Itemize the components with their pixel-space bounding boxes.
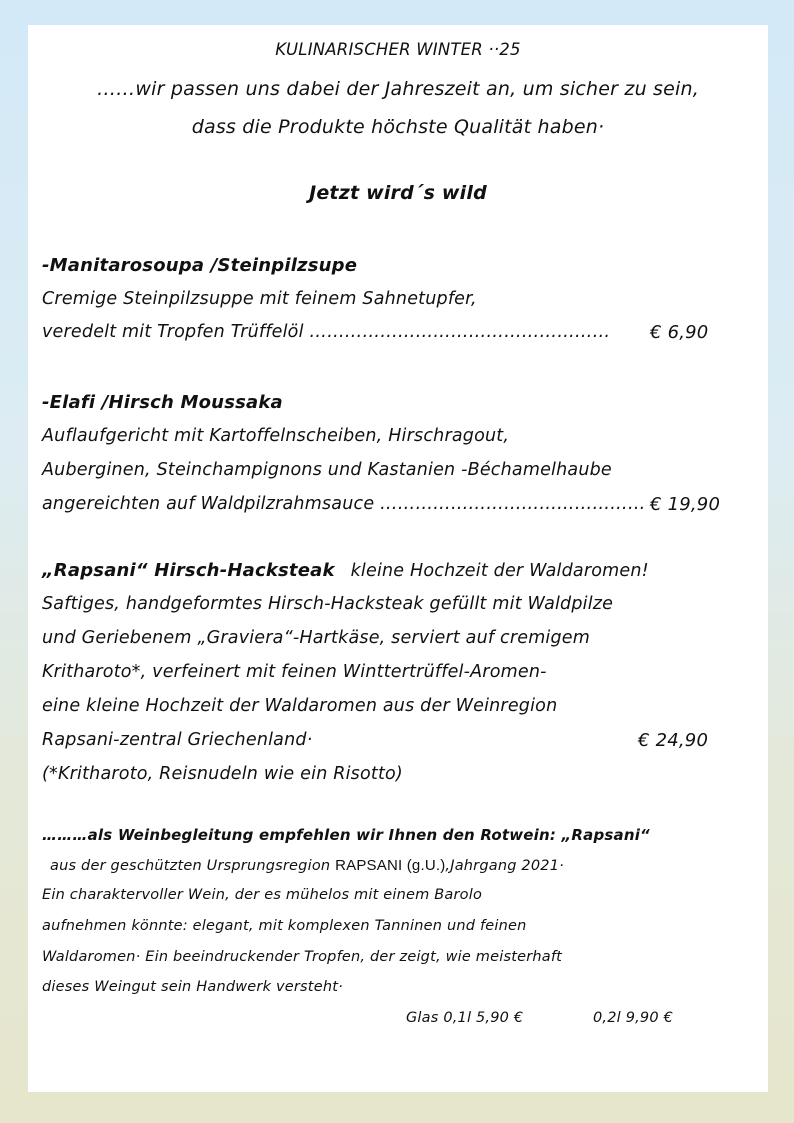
dish-price: € 19,90 (650, 494, 721, 515)
dish-description-line: Rapsani-zentral Griechenland· (42, 730, 313, 750)
dish-description-line: veredelt mit Tropfen Trüffelöl …………………………………………… (42, 322, 611, 342)
wine-origin-pre: aus der geschützten Ursprungsregion (50, 858, 331, 874)
dish-tagline: kleine Hochzeit der Waldaromen! (350, 561, 649, 581)
dish-description-line: Auflaufgericht mit Kartoffelnscheiben, Hirschragout, (42, 426, 510, 446)
wine-origin-region: RAPSANI (g.U.) (335, 857, 446, 874)
dish-footnote: (*Kritharoto, Reisnudeln wie ein Risotto) (42, 764, 403, 784)
wine-origin-post: ,Jahrgang 2021· (445, 858, 564, 874)
dish-description-line: eine kleine Hochzeit der Waldaromen aus der Weinregion (42, 696, 558, 716)
dish-price: € 6,90 (650, 322, 709, 343)
wine-price-small: Glas 0,1l 5,90 € (406, 1010, 524, 1026)
dish-description-line: Auberginen, Steinchampignons und Kastanien -Béchamelhaube (42, 460, 612, 480)
dish-name: -Elafi /Hirsch Moussaka (42, 392, 283, 413)
dish-name: -Manitarosoupa /Steinpilzsupe (42, 255, 358, 276)
wine-origin (50, 857, 564, 874)
dish-description-line: Saftiges, handgeformtes Hirsch-Hacksteak gefüllt mit Waldpilze (42, 594, 614, 614)
dish-description-line: Kritharoto*, verfeinert mit feinen Winttertrüffel-Aromen- (42, 662, 547, 682)
menu-title: KULINARISCHER WINTER ··25 (275, 40, 521, 59)
intro-line-2: dass die Produkte höchste Qualität haben· (191, 116, 605, 138)
dish-price: € 24,90 (638, 730, 709, 751)
dish-title-row (42, 560, 649, 581)
wine-description-line: Waldaromen· Ein beeindruckender Tropfen, der zeigt, wie meisterhaft (42, 949, 563, 965)
dish-description-line: und Geriebenem „Graviera“-Hartkäse, serviert auf cremigem (42, 628, 591, 648)
menu-page (28, 25, 768, 1092)
dish-description-line: Cremige Steinpilzsuppe mit feinem Sahnetupfer, (42, 289, 477, 309)
dish-description-line: angereichten auf Waldpilzrahmsauce ……………………………………… (42, 494, 646, 514)
wine-description-line: Ein charaktervoller Wein, der es mühelos mit einem Barolo (42, 887, 483, 903)
wine-heading: ………als Weinbegleitung empfehlen wir Ihnen den Rotwein: „Rapsani“ (42, 826, 650, 844)
wine-description-line: dieses Weingut sein Handwerk versteht· (42, 979, 343, 995)
intro-line-1: ……wir passen uns dabei der Jahreszeit an, um sicher zu sein, (96, 78, 700, 100)
wine-price-large: 0,2l 9,90 € (593, 1010, 674, 1026)
wine-description-line: aufnehmen könnte: elegant, mit komplexen Tanninen und feinen (42, 918, 527, 934)
section-heading: Jetzt wird´s wild (309, 182, 487, 204)
dish-name: „Rapsani“ Hirsch-Hacksteak (42, 560, 335, 581)
